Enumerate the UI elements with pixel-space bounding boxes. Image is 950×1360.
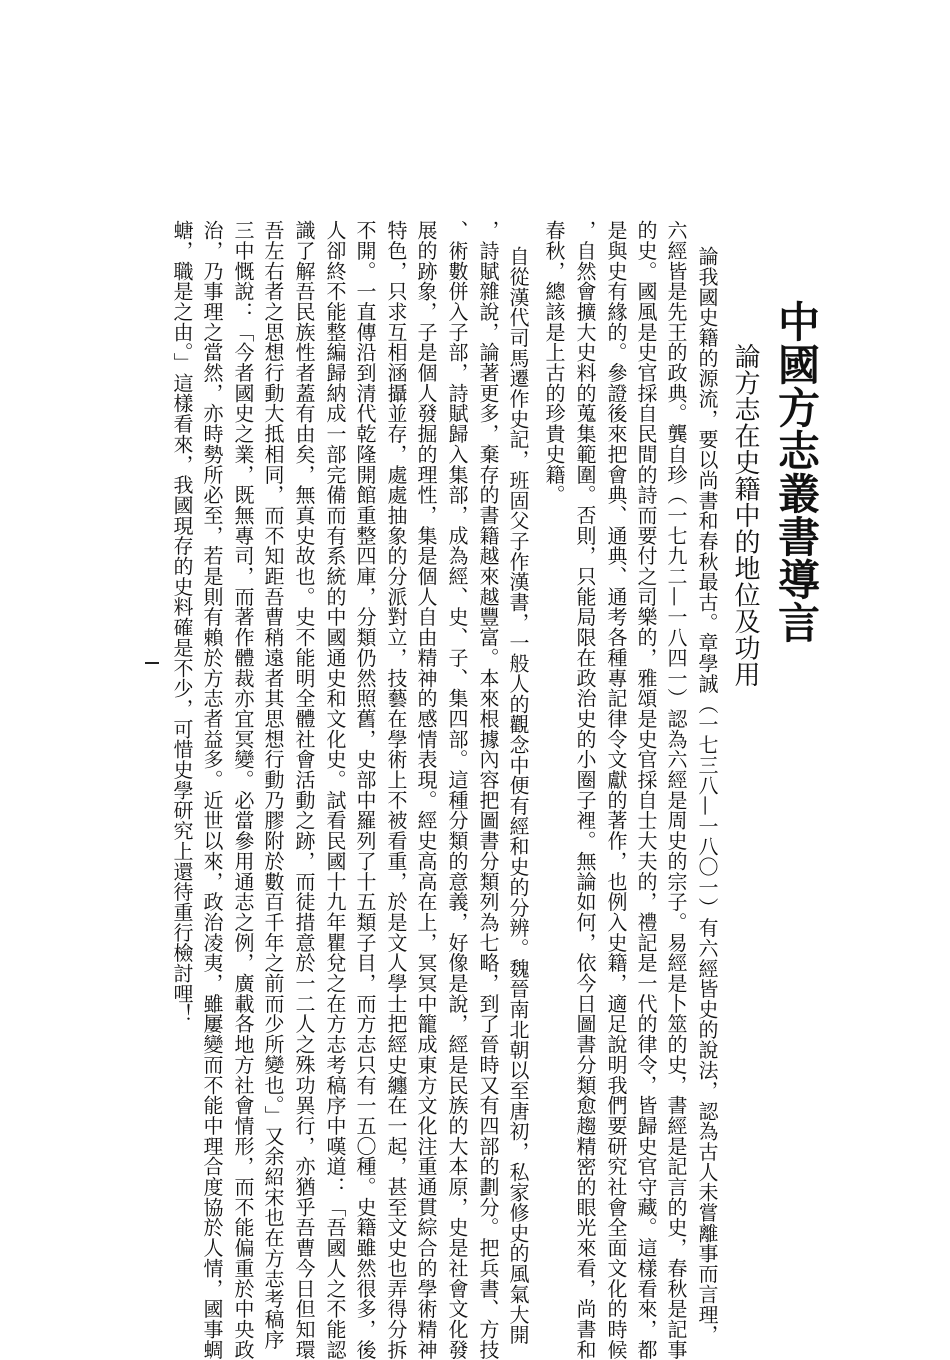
scan-mark <box>145 662 159 664</box>
text-column-14: 識了解吾民族性者蓋有由矣，無真史故也。史不能明全體社會活動之跡，而徒措意於一二人之殊功異行，亦猶乎吾曹今日但知環 <box>292 220 316 1360</box>
text-column-3: 的史。國風是史官採自民間的詩而要付之司樂的，雅頌是史官採自士大夫的，禮記是一代的律令，皆歸史官守藏。這樣看來，都 <box>634 220 658 1360</box>
text-column-8: ，詩賦雜說，論著更多，棄存的書籍越來越豐富。本來根據內容把圖書分類列為七略，到了晉時又有四部的劃分。把兵書、方技 <box>476 220 500 1360</box>
text-column-17: 治，乃事理之當然，亦時勢所必至，若是則有賴於方志者益多。近世以來，政治凌夷，雖屢變而不能中理合度協於人情，國事蜩 <box>200 220 224 1360</box>
text-column-16: 三中慨說：「今者國史之業，既無專司，而著作體裁亦宜冥變。必當參用通志之例，廣載各地方社會情形，而不能偏重於中央政 <box>231 220 255 1360</box>
text-column-15: 吾左右者之思想行動大抵相同，而不知距吾曹稍遠者其思想行動乃膠附於數百千年之前而少所變也。」又余紹宋也在方志考稿序 <box>261 220 285 1350</box>
text-column-13: 人卻終不能整編歸納成一部完備而有系統的中國通史和文化史。試看民國十九年瞿兌之在方志考稿序中嘆道：「吾國人之不能認 <box>323 220 347 1360</box>
text-column-2: 六經皆是先王的政典。龔自珍（一七九二—一八四一）認為六經是周史的宗子。易經是卜筮的史，書經是記言的史，春秋是記事 <box>664 220 688 1360</box>
text-column-7: 自從漢代司馬遷作史記，班固父子作漢書，一般人的觀念中便有經和史的分辨。魏晉南北朝以至唐初，私家修史的風氣大開 <box>506 246 530 1345</box>
text-column-5: ，自然會擴大史料的蒐集範圍。否則，只能局限在政治史的小圈子裡。無論如何，依今日圖書分類愈趨精密的眼光來看，尚書和 <box>573 220 597 1360</box>
text-column-9: 、術數併入子部，詩賦歸入集部，成為經、史、子、集四部。這種分類的意義，好像是說，經是民族的大本原，史是社會文化發 <box>445 220 469 1360</box>
text-column-1: 論我國史籍的源流，要以尚書和春秋最古。章學誠（一七三八—一八〇一）有六經皆史的說法，認為古人未嘗離事而言理， <box>695 246 719 1345</box>
text-column-4: 是與史有緣的。參證後來把會典、通典、通考各種專記律令文獻的著作，也例入史籍，適足說明我們要研究社會全面文化的時候 <box>604 220 628 1360</box>
text-column-11: 特色，只求互相涵攝並存，處處抽象的分派對立，技藝在學術上不被看重，於是文人學士把經史纏在一起，甚至文史也弄得分拆 <box>384 220 408 1360</box>
text-column-10: 展的跡象，子是個人發掘的理性，集是個人自由精神的感情表現。經史高高在上，冥冥中籠成東方文化注重通貫綜合的學術精神 <box>414 220 438 1360</box>
text-column-6: 春秋，總該是上古的珍貴史籍。 <box>542 220 566 505</box>
text-column-18: 螗，職是之由。」這樣看來，我國現存的史料確是不少，可惜史學研究上還待重行檢討哩！ <box>170 220 194 1024</box>
document-subtitle: 論方志在史籍中的地位及功用 <box>730 343 760 688</box>
text-column-12: 不開。一直傳沿到清代乾隆開館重整四庫，分類仍然照舊，史部中羅列了十五類子目，而方志只有一五〇種。史籍雖然很多，後 <box>353 220 377 1360</box>
document-title: 中國方志叢書導言 <box>772 300 821 644</box>
